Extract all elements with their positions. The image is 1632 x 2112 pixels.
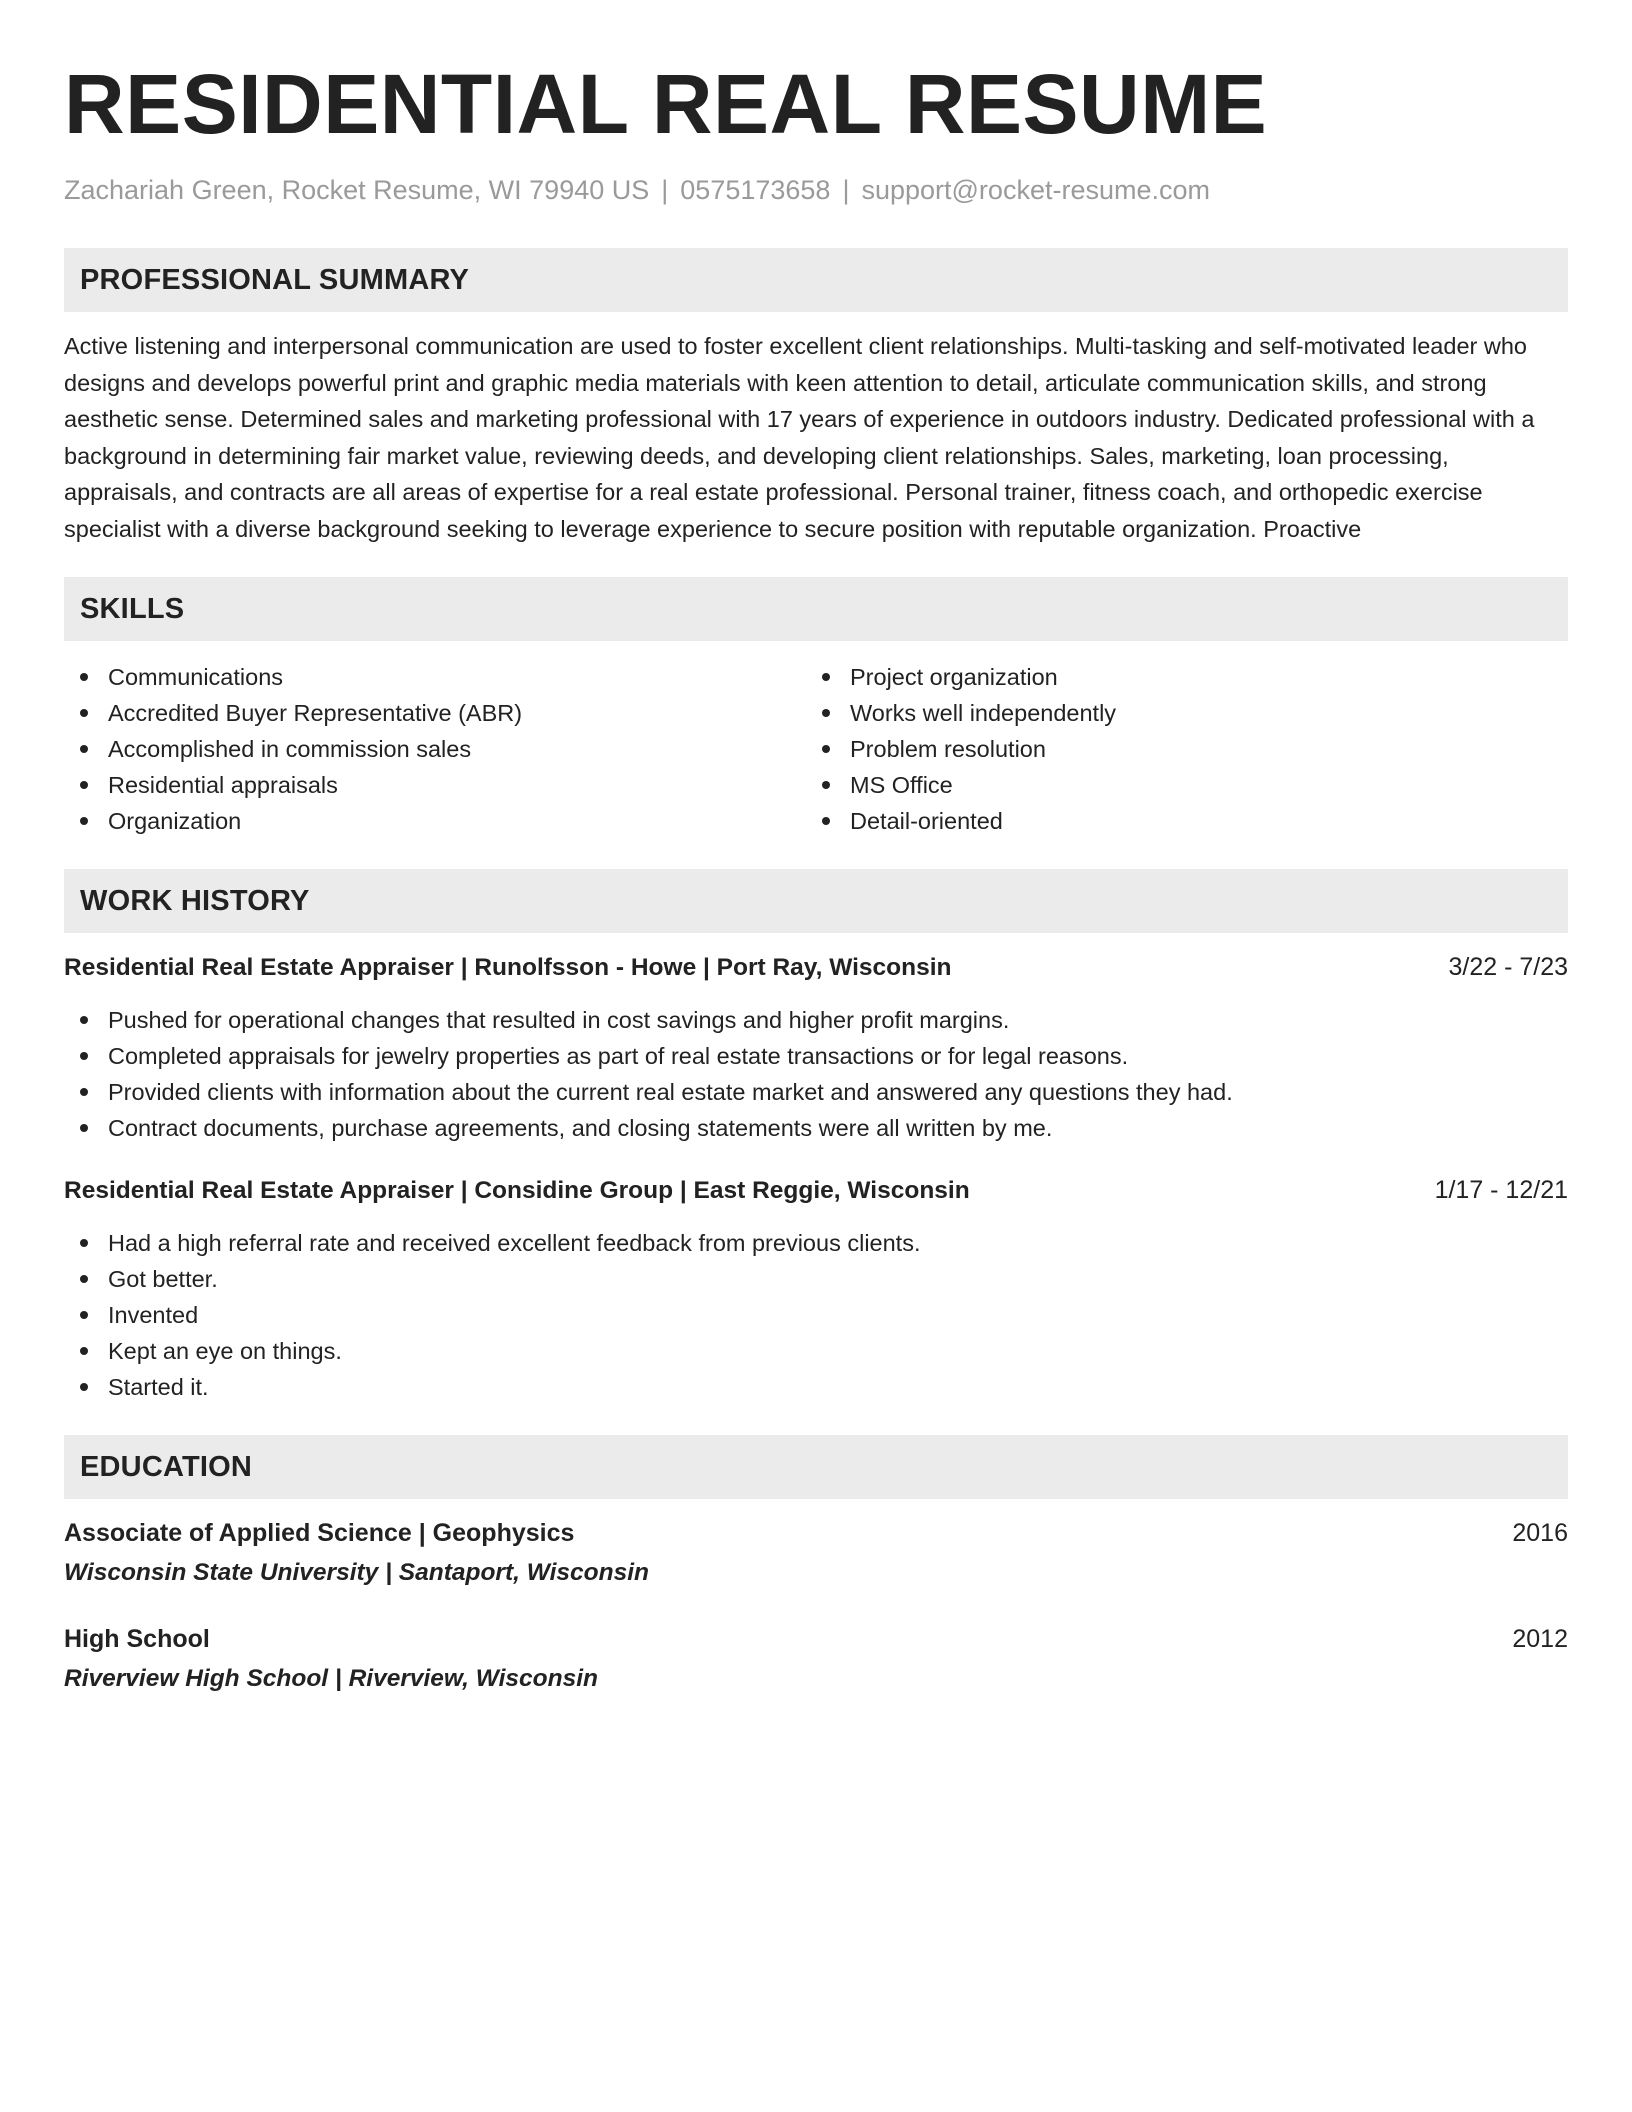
job-bullet — [64, 1074, 1568, 1110]
job-bullet-text: Had a high referral rate and received excellent feedback from previous clients. — [108, 1230, 921, 1256]
skill-item — [806, 767, 1548, 803]
summary-text: Active listening and interpersonal communication are used to foster excellent client relationships. Multi-tasking and self-motivated leader who designs and develops powerful print and graphic media materials with keen attention to detail, articulate communication skills, and strong aesthetic sense. Determined sales and marketing professional with 17 years of experience in outdoors industry. Dedicated professional with a background in determining fair market value, reviewing deeds, and developing client relationships. Sales, marketing, loan processing, appraisals, and contracts are all areas of expertise for a real estate professional. Personal trainer, fitness coach, and orthopedic exercise specialist with a diverse background seeking to leverage experience to secure position with reputable organization. Proactive — [64, 333, 1535, 542]
skill-item — [64, 695, 806, 731]
bullet-icon — [80, 1016, 88, 1024]
education-degree: High School — [64, 1625, 210, 1653]
job-bullet — [64, 1002, 1568, 1038]
job-entry — [64, 949, 1568, 1146]
education-header — [64, 1621, 1568, 1657]
skill-item — [806, 731, 1548, 767]
skills-columns — [64, 659, 1568, 839]
job-bullet — [64, 1038, 1568, 1074]
skill-item — [64, 803, 806, 839]
skill-item — [64, 767, 806, 803]
bullet-icon — [822, 673, 830, 681]
job-bullet — [64, 1369, 1568, 1405]
skill-item — [64, 659, 806, 695]
bullet-icon — [822, 817, 830, 825]
job-bullet-text: Got better. — [108, 1266, 218, 1292]
job-dates: 3/22 - 7/23 — [1448, 953, 1568, 981]
education-section — [64, 1435, 1568, 1697]
skill-label: Project organization — [850, 664, 1058, 690]
bullet-icon — [80, 1052, 88, 1060]
job-bullets — [64, 1225, 1568, 1405]
skill-label: Works well independently — [850, 700, 1117, 726]
skill-item — [64, 731, 806, 767]
education-header — [64, 1515, 1568, 1551]
skills-list-left — [64, 659, 806, 839]
skill-item — [806, 803, 1548, 839]
job-bullet — [64, 1110, 1568, 1146]
job-bullet — [64, 1333, 1568, 1369]
bullet-icon — [80, 1124, 88, 1132]
work-history-section — [64, 869, 1568, 1405]
summary-heading: PROFESSIONAL SUMMARY — [64, 248, 1568, 312]
bullet-icon — [80, 673, 88, 681]
skills-heading: SKILLS — [64, 577, 1568, 641]
job-bullet-text: Kept an eye on things. — [108, 1338, 342, 1364]
skills-list-right — [806, 659, 1548, 839]
job-bullet — [64, 1297, 1568, 1333]
bullet-icon — [822, 745, 830, 753]
job-dates: 1/17 - 12/21 — [1434, 1176, 1568, 1204]
bullet-icon — [80, 1347, 88, 1355]
bullet-icon — [80, 781, 88, 789]
bullet-icon — [822, 781, 830, 789]
skill-item — [806, 659, 1548, 695]
skill-label: Organization — [108, 808, 242, 834]
skill-label: Problem resolution — [850, 736, 1046, 762]
education-heading: EDUCATION — [64, 1435, 1568, 1499]
resume-title: RESIDENTIAL REAL RESUME — [64, 57, 1268, 151]
job-bullet — [64, 1261, 1568, 1297]
contact-address: Zachariah Green, Rocket Resume, WI 79940 US — [64, 175, 650, 205]
bullet-icon — [80, 817, 88, 825]
job-bullet-text: Completed appraisals for jewelry properties as part of real estate transactions or for legal reasons. — [108, 1043, 1129, 1069]
skill-label: MS Office — [850, 772, 953, 798]
job-bullet-text: Provided clients with information about the current real estate market and answered any questions they had. — [108, 1079, 1233, 1105]
education-year: 2016 — [1512, 1519, 1568, 1547]
skill-label: Accomplished in commission sales — [108, 736, 472, 762]
job-title: Residential Real Estate Appraiser | Runolfsson - Howe | Port Ray, Wisconsin — [64, 954, 952, 981]
resume-page — [64, 0, 1568, 1697]
contact-phone: 0575173658 — [680, 175, 831, 205]
skill-item — [806, 695, 1548, 731]
skill-label: Detail-oriented — [850, 808, 1003, 834]
contact-separator: | — [842, 175, 850, 205]
bullet-icon — [80, 709, 88, 717]
bullet-icon — [80, 1383, 88, 1391]
job-title: Residential Real Estate Appraiser | Considine Group | East Reggie, Wisconsin — [64, 1177, 970, 1204]
skills-section — [64, 577, 1568, 839]
job-bullet — [64, 1225, 1568, 1261]
job-bullet-text: Invented — [108, 1302, 199, 1328]
bullet-icon — [80, 1275, 88, 1283]
education-school: Riverview High School | Riverview, Wisconsin — [64, 1665, 598, 1692]
bullet-icon — [80, 1088, 88, 1096]
education-year: 2012 — [1512, 1625, 1568, 1653]
job-header — [64, 949, 1568, 986]
contact-line — [64, 172, 1568, 208]
education-degree: Associate of Applied Science | Geophysics — [64, 1519, 575, 1547]
bullet-icon — [80, 1311, 88, 1319]
education-entry — [64, 1621, 1568, 1697]
skill-label: Residential appraisals — [108, 772, 338, 798]
education-entry — [64, 1515, 1568, 1591]
skill-label: Accredited Buyer Representative (ABR) — [108, 700, 523, 726]
job-bullet-text: Pushed for operational changes that resulted in cost savings and higher profit margins. — [108, 1007, 1010, 1033]
summary-section — [64, 248, 1568, 547]
bullet-icon — [80, 1239, 88, 1247]
job-bullets — [64, 1002, 1568, 1146]
bullet-icon — [822, 709, 830, 717]
job-bullet-text: Contract documents, purchase agreements, and closing statements were all written by me. — [108, 1115, 1053, 1141]
job-header — [64, 1172, 1568, 1209]
education-school: Wisconsin State University | Santaport, Wisconsin — [64, 1559, 650, 1586]
bullet-icon — [80, 745, 88, 753]
job-entry — [64, 1172, 1568, 1405]
work-history-heading: WORK HISTORY — [64, 869, 1568, 933]
contact-separator: | — [661, 175, 669, 205]
contact-email: support@rocket-resume.com — [861, 175, 1210, 205]
job-bullet-text: Started it. — [108, 1374, 209, 1400]
skill-label: Communications — [108, 664, 284, 690]
